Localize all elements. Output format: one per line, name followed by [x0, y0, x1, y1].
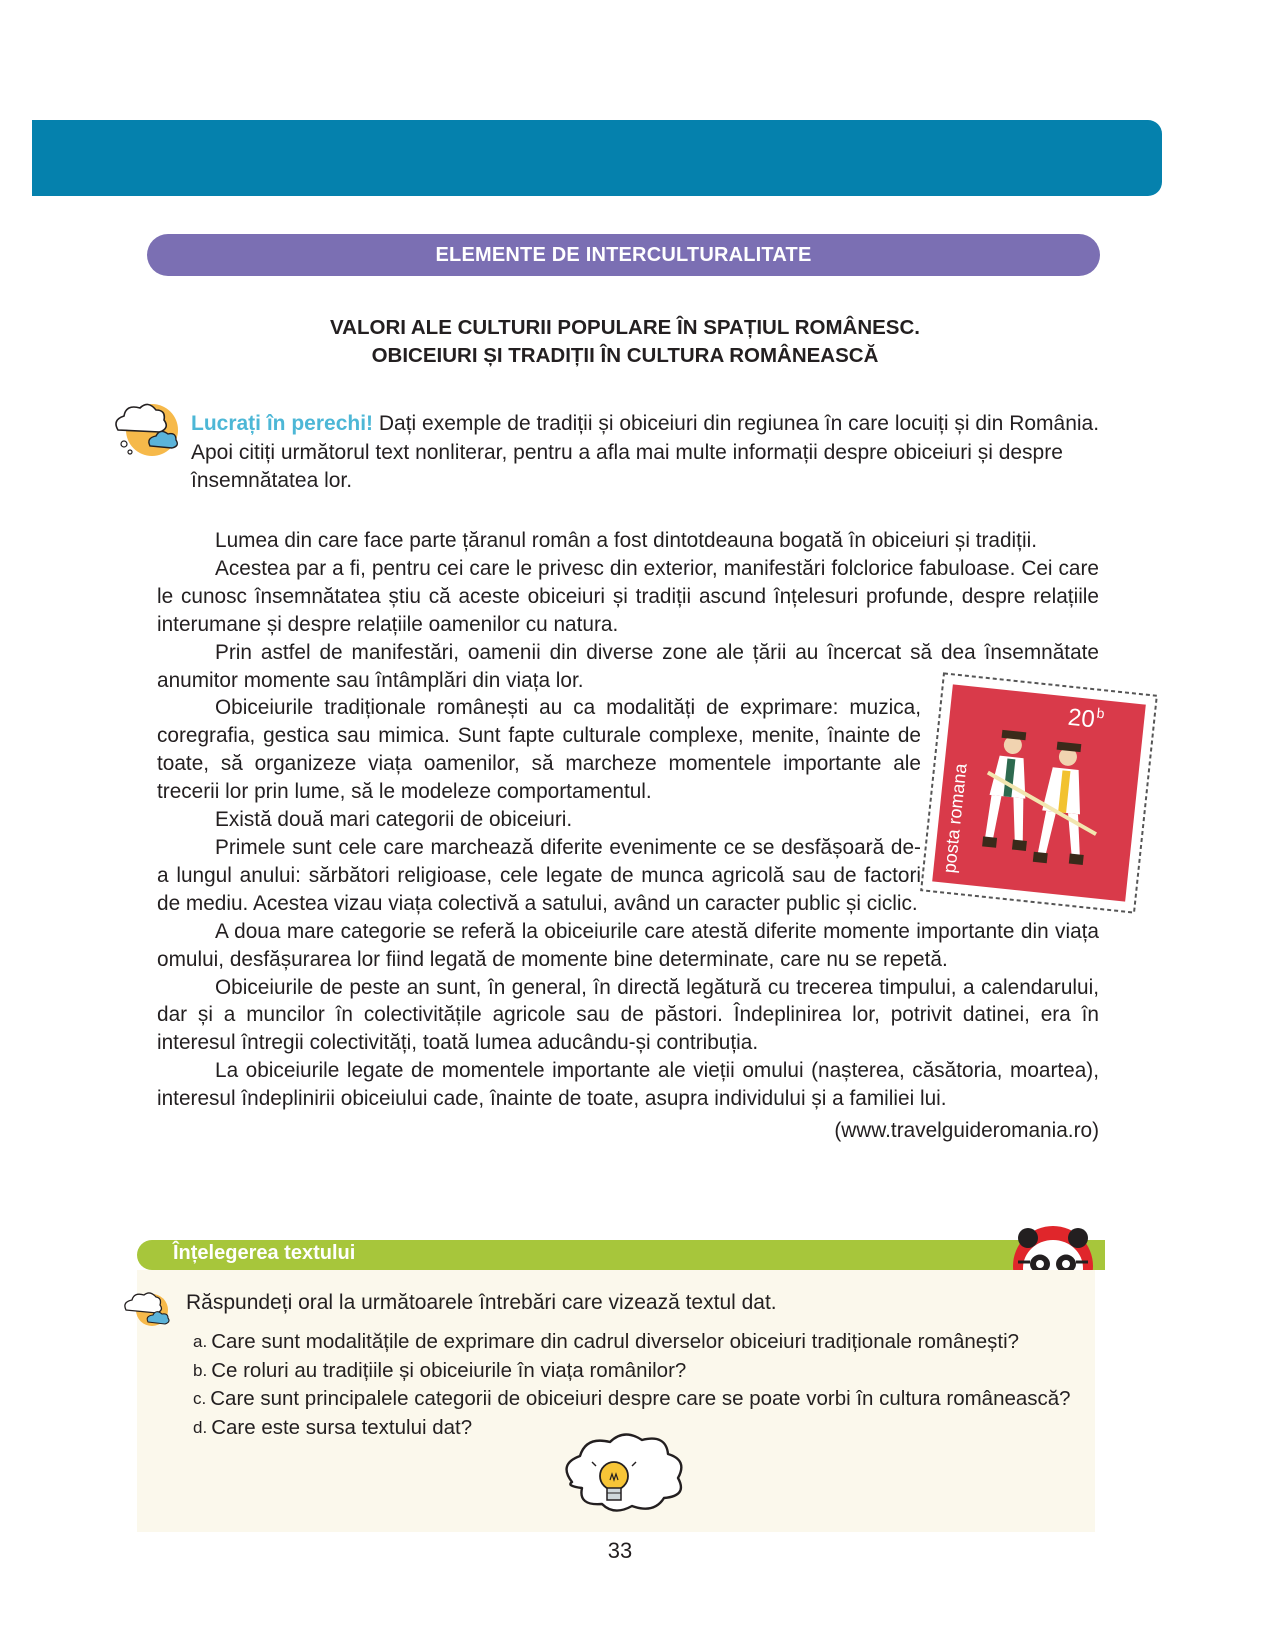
article-paragraph: Acestea par a fi, pentru cei care le privesc din exterior, manifestări folclorice fabuloase. Cei care le cunosc însemnătatea știu că aceste obiceiuri și tradiții ascund înțelesuri profunde, despre relațiile interumane și despre relațiile oamenilor cu natura. [157, 556, 1099, 636]
postage-stamp [919, 671, 1159, 915]
cloud-icon [122, 1290, 172, 1335]
article-paragraph: Lumea din care face parte țăranul român a fost dintotdeauna bogată în obiceiuri și tradiții. [215, 529, 1037, 552]
stamp-country: posta romana [939, 762, 971, 875]
lightbulb-icon [552, 1432, 692, 1537]
article-source: (www.travelguideromania.ro) [834, 1119, 1099, 1143]
article-paragraph: Prin astfel de manifestări, oamenii din diverse zone ale țării au încercat să dea însemnătate anumitor momente sau întâmplări din viața lor. [157, 640, 1099, 692]
pair-work-icon [110, 400, 182, 467]
question-item [193, 1357, 1088, 1386]
question-letter: d. [193, 1417, 208, 1437]
article-paragraph: A doua mare categorie se referă la obiceiurile care atestă diferite momente importante din viața omului, desfășurarea lor fiind legată de momente bine determinate, care nu se repetă. [157, 919, 1099, 971]
questions-list [193, 1328, 1088, 1442]
top-banner [32, 120, 1162, 196]
article-paragraph: Există două mari categorii de obiceiuri. [215, 808, 573, 832]
question-text: Ce roluri au tradițiile și obiceiurile în viața românilor? [211, 1358, 687, 1382]
stamp-value: 20 [1066, 703, 1097, 734]
stamp-value-suffix: b [1095, 704, 1106, 722]
intro-instruction [191, 410, 1101, 496]
article-paragraph: La obiceiurile legate de momentele importante ale vieții omului (nașterea, căsătoria, moartea), interesul îndeplinirii obiceiului cade, înainte de toate, asupra individului și a familiei lui. [157, 1059, 1099, 1111]
comprehension-heading: Înțelegerea textului [173, 1242, 356, 1264]
questions-instruction: Răspundeți oral la următoarele întrebări care vizează textul dat. [186, 1291, 777, 1314]
question-text: Care sunt modalitățile de exprimare din cadrul diverselor obiceiuri tradiționale românești? [211, 1330, 1020, 1353]
intro-text: Dați exemple de tradiții și obiceiuri din regiunea în care locuiți și din România. Apoi citiți următorul text nonliterar, pentru a afla mai multe informații despre obiceiuri și despre însemnătatea lor. [191, 412, 1100, 492]
question-item [193, 1385, 1088, 1414]
question-letter: c. [193, 1389, 207, 1408]
question-text: Care este sursa textului dat? [211, 1415, 473, 1439]
question-item [193, 1328, 1088, 1357]
article-paragraph: Obiceiurile de peste an sunt, în general, în directă legătură cu trecerea timpului, a calendarului, dar și a muncilor în colectivitățile agricole sau de păstori. Îndeplinirea lor, potrivit datinei, era în interesul întregii colectivități, toată lumea aducându-și contribuția. [157, 975, 1099, 1055]
page-title-line2: OBICEIURI ȘI TRADIȚII ÎN CULTURA ROMÂNEASCĂ [371, 344, 879, 367]
section-label: ELEMENTE DE INTERCULTURALITATE [147, 234, 1100, 276]
question-letter: a. [193, 1332, 208, 1351]
page-number: 33 [607, 1538, 633, 1563]
section-heading-bar [137, 1240, 1105, 1270]
article-paragraph: Primele sunt cele care marchează diferite evenimente ce se desfășoară de-a lungul anului: sărbători religioase, cele legate de munca agricolă sau de factori de mediu. Acestea vizau viața colectivă a satului, având un caracter public și ciclic. [157, 835, 921, 915]
page-title-line1: VALORI ALE CULTURII POPULARE ÎN SPAȚIUL ROMÂNESC. [330, 316, 920, 339]
intro-highlight: Lucrați în perechi! [191, 412, 374, 435]
question-letter: b. [193, 1360, 208, 1380]
question-text: Care sunt principalele categorii de obiceiuri despre care se poate vorbi în cultura românească? [210, 1387, 1071, 1410]
article-paragraph: Obiceiurile tradiționale românești au ca modalități de exprimare: muzica, coregrafia, gestica sau mimica. Sunt fapte culturale complexe, menite, înainte de toate, să organizeze viața oamenilor, să marcheze momentele importante ale trecerii lor prin lume, să le modeleze comportamentul. [157, 696, 921, 804]
